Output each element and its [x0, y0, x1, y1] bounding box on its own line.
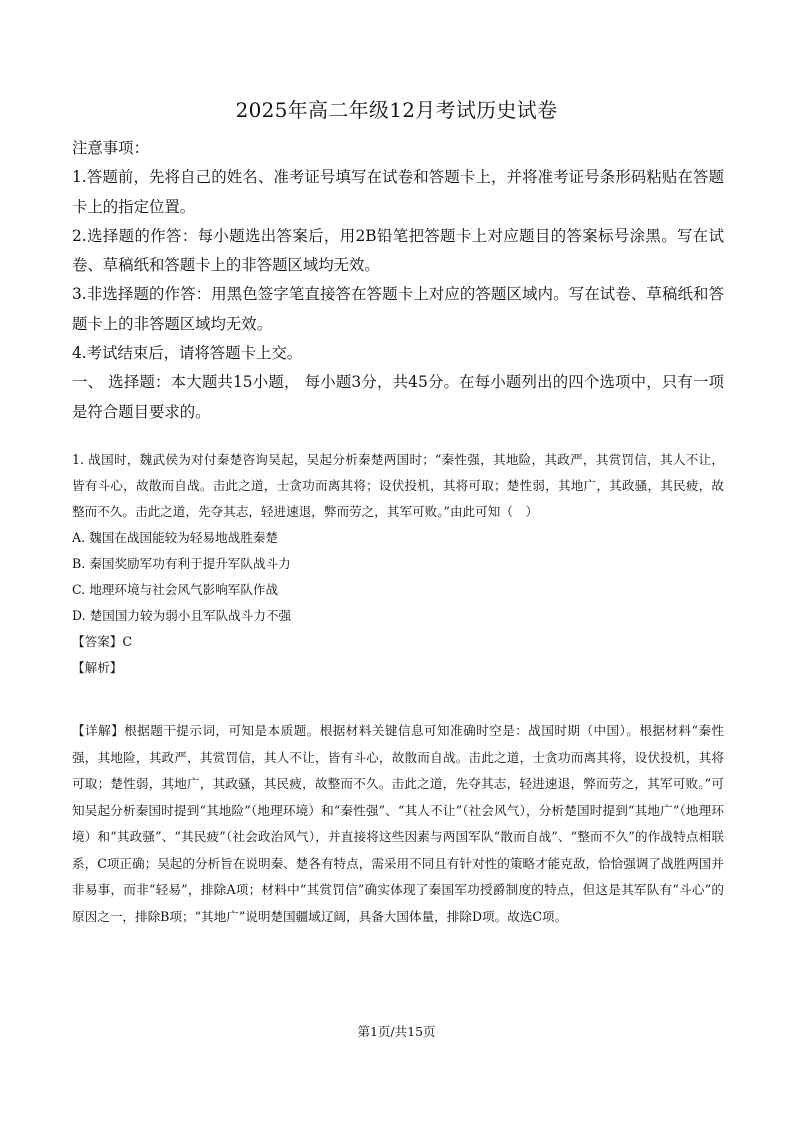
answer-tag: 【答案】: [72, 634, 123, 649]
answer-line: [72, 629, 724, 655]
question-stem: 1. 战国时，魏武侯为对付秦楚咨询吴起，吴起分析秦楚两国时；“秦性强，其地险，其政严，其赏罚信，其人不让，皆有斗心，故散而自战。击此之道，士贪功而离其将；设伏投机，其将可取；楚性弱，其地广，其政骚，其民疲，故整而不久。击此之道，先夺其志，轻进速退，弊而劳之，其军可败。”由此可知（ ）: [72, 452, 724, 519]
notice-item-4: 4.考试结束后，请将答题卡上交。: [72, 344, 303, 363]
notice-item-1: 1.答题前，先将自己的姓名、准考证号填写在试卷和答题卡上，并将准考证号条形码粘贴在答题卡上的指定位置。: [72, 168, 724, 216]
analysis-tag: 【解析】: [72, 660, 123, 675]
option-b: B. 秦国奖励军功有利于提升军队战斗力: [72, 556, 291, 571]
page-title: 2025年高二年级12月考试历史试卷: [235, 98, 558, 122]
detail-paragraph: [72, 718, 724, 930]
page-footer: 第1页/共15页: [357, 1024, 436, 1039]
notice-section: [72, 134, 724, 427]
detail-tag: 【详解】: [72, 723, 125, 738]
section-instruction: 一、 选择题：本大题共15小题， 每小题3分，共45分。在每小题列出的四个选项中，只有一项是符合题目要求的。: [72, 373, 724, 421]
question-1: [72, 447, 724, 681]
notice-item-3: 3.非选择题的作答：用黑色签字笔直接答在答题卡上对应的答题区域内。写在试卷、草稿纸和答题卡上的非答题区域均无效。: [72, 285, 724, 333]
option-c: C. 地理环境与社会风气影响军队作战: [72, 582, 279, 597]
option-a: A. 魏国在战国能较为轻易地战胜秦楚: [72, 530, 279, 545]
detail-text: 根据题干提示词，可知是本质题。根据材料关键信息可知准确时空是：战国时期（中国）。根据材料“秦性强，其地险，其政严，其赏罚信，其人不让，皆有斗心，故散而自战。击此之道，士贪功而离其将，设伏投机，其将可取；楚性弱，其地广，其政骚，其民疲，故整而不久。击此之道，先夺其志，轻进速退，弊而劳之，其军可败。”可知吴起分析秦国时提到“其地险”（地理环境）和“秦性强”、“其人不让”（社会风气），分析楚国时提到“其地广”（地理环境）和“其政骚”、“其民疲”（社会政治风气），并直接将这些因素与两国军队“散而自战”、“整而不久”的作战特点相联系，C项正确；吴起的分析旨在说明秦、楚各有特点，需采用不同且有针对性的策略才能克敌，恰恰强调了战胜两国并非易事，而非“轻易”，排除A项；材料中“其赏罚信”确实体现了秦国军功授爵制度的特点，但这是其军队有“斗心”的原因之一，排除B项；“其地广”说明楚国疆域辽阔，具备大国体量，排除D项。故选C项。: [72, 723, 725, 924]
notice-item-2: 2.选择题的作答：每小题选出答案后，用2B铅笔把答题卡上对应题目的答案标号涂黑。写在试卷、草稿纸和答题卡上的非答题区域均无效。: [72, 226, 724, 275]
detail-section: [72, 718, 724, 930]
answer-value: C: [122, 634, 133, 649]
option-d: D. 楚国国力较为弱小且军队战斗力不强: [72, 608, 292, 623]
notice-heading: 注意事项：: [72, 139, 149, 157]
